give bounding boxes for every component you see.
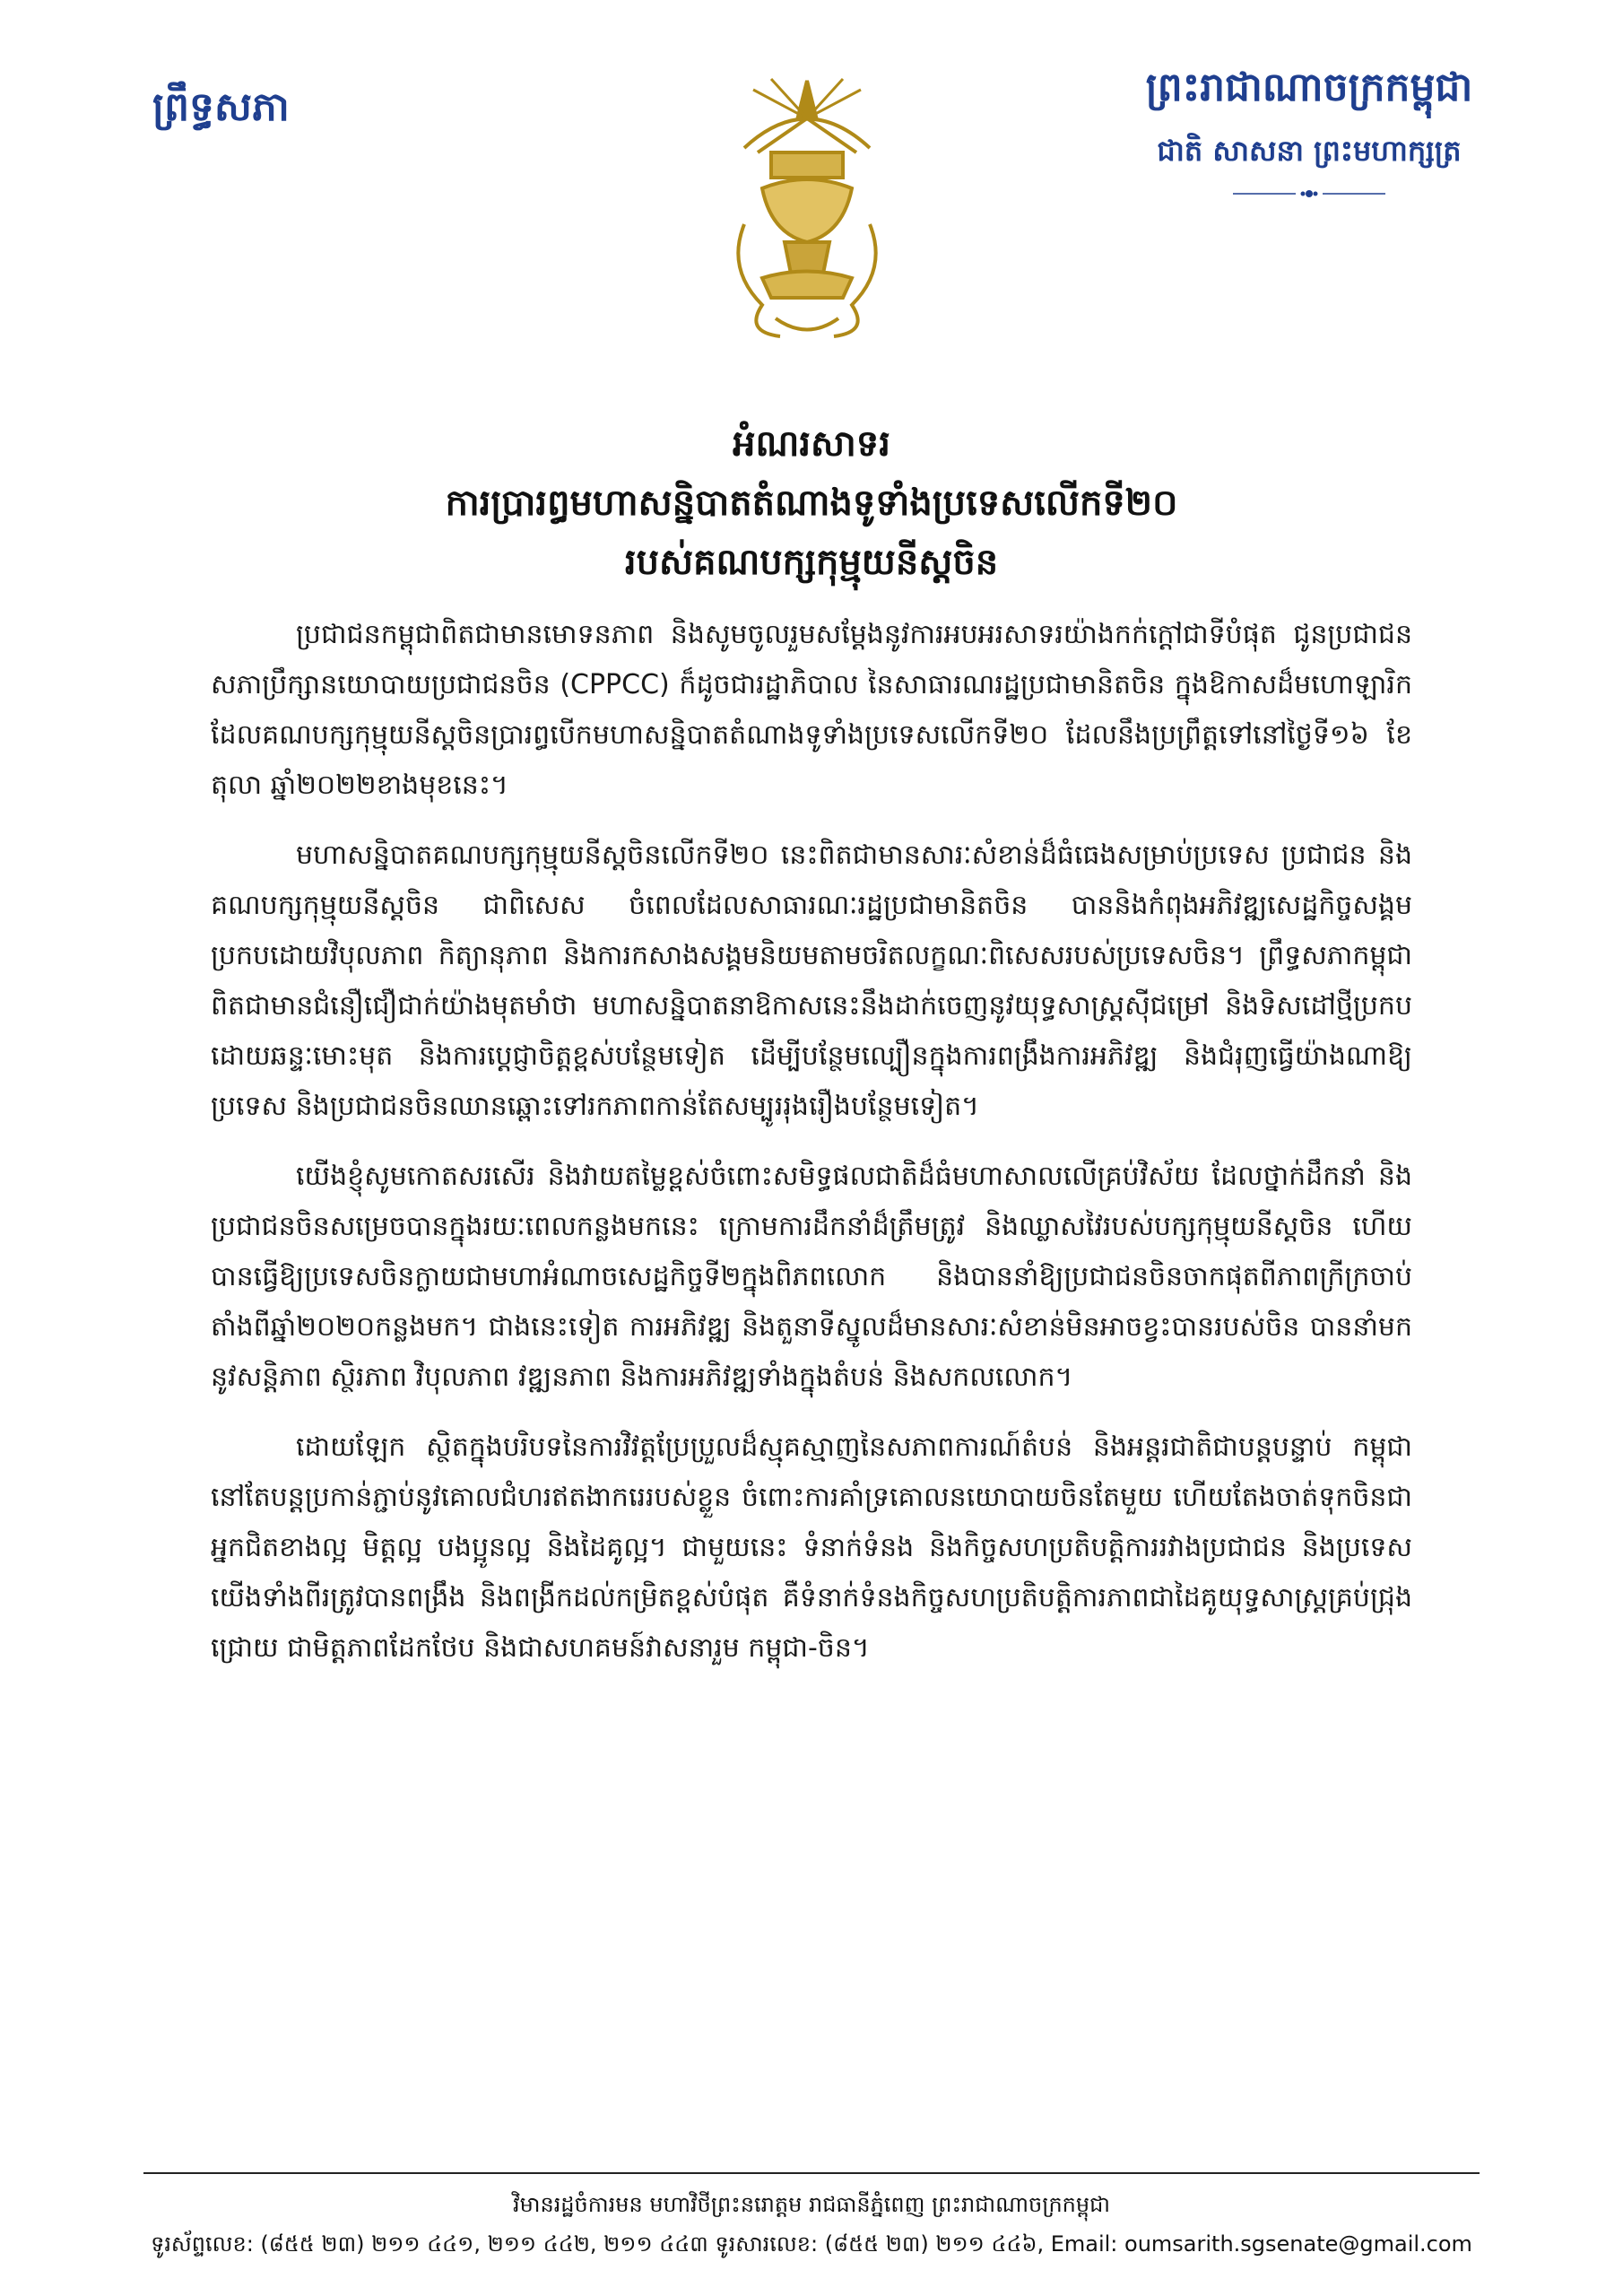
- letter-footer: [108, 2185, 1515, 2264]
- ornament-divider-icon: [1233, 187, 1385, 200]
- paragraph: យើងខ្ញុំសូមកោតសរសើរ និងវាយតម្លៃខ្ពស់ចំពោះសមិទ្ធផលជាតិដ៏ធំមហាសាលលើគ្រប់វិស័យ ដែលថ្នាក់ដឹកនាំ និងប្រជាជនចិនសម្រេចបានក្នុងរយៈពេលកន្លងមកនេះ ក្រោមការដឹកនាំដ៏ត្រឹមត្រូវ និងឈ្លាសវៃរបស់បក្សកុម្មុយនីស្តចិន ហើយបានធ្វើឱ្យប្រទេសចិនក្លាយជាមហាអំណាចសេដ្ឋកិច្ចទី២ក្នុងពិភពលោក និងបាននាំឱ្យប្រជាជនចិនចាកផុតពីភាពក្រីក្រចាប់តាំងពីឆ្នាំ២០២០កន្លងមក។ ជាងនេះទៀត ការអភិវឌ្ឍ និងតួនាទីស្នូលដ៏មានសារៈសំខាន់មិនអាចខ្វះបានរបស់ចិន បាននាំមកនូវសន្តិភាព ស្ថិរភាព វិបុលភាព វឌ្ឍនភាព និងការអភិវឌ្ឍទាំងក្នុងតំបន់ និងសកលលោក។: [211, 1161, 1412, 1393]
- letter-title: [179, 414, 1444, 592]
- paragraph: ដោយឡែក ស្ថិតក្នុងបរិបទនៃការវិវត្តប្រែប្រួលដ៏ស្មុគស្មាញនៃសភាពការណ៍តំបន់ និងអន្តរជាតិជាបន្តបន្ទាប់ កម្ពុជានៅតែបន្តប្រកាន់ភ្ជាប់នូវគោលជំហរឥតងាករេរបស់ខ្លួន ចំពោះការគាំទ្រគោលនយោបាយចិនតែមួយ ហើយតែងចាត់ទុកចិនជាអ្នកជិតខាងល្អ មិត្តល្អ បងប្អូនល្អ និងដៃគូល្អ។ ជាមួយនេះ ទំនាក់ទំនង និងកិច្ចសហប្រតិបត្តិការរវាងប្រជាជន និងប្រទេសយើងទាំងពីរត្រូវបានពង្រឹង និងពង្រីកដល់កម្រិតខ្ពស់បំផុត គឺទំនាក់ទំនងកិច្ចសហប្រតិបត្តិការភាពជាដៃគូយុទ្ធសាស្ត្រគ្រប់ជ្រុងជ្រោយ ជាមិត្តភាពដែកថែប និងជាសហគមន៍វាសនារួម កម្ពុជា-ចិន។: [211, 1431, 1412, 1664]
- senate-label: ព្រឹទ្ធសភា: [152, 84, 290, 130]
- national-motto: ជាតិ សាសនា ព្រះមហាក្សត្រ: [1157, 134, 1462, 168]
- paragraph: មហាសន្និបាតគណបក្សកុម្មុយនីស្តចិនលើកទី២០ នេះពិតជាមានសារៈសំខាន់ដ៏ធំធេងសម្រាប់ប្រទេស ប្រជាជន និងគណបក្សកុម្មុយនីស្តចិន ជាពិសេស ចំពេលដែលសាធារណៈរដ្ឋប្រជាមានិតចិន បាននិងកំពុងអភិវឌ្ឍសេដ្ឋកិច្ចសង្គមប្រកបដោយវិបុលភាព កិត្យានុភាព និងការកសាងសង្គមនិយមតាមចរិតលក្ខណៈពិសេសរបស់ប្រទេសចិន។ ព្រឹទ្ធសភាកម្ពុជា ពិតជាមានជំនឿជឿជាក់យ៉ាងមុតមាំថា មហាសន្និបាតនាឱកាសនេះនឹងដាក់ចេញនូវយុទ្ធសាស្ត្រស៊ីជម្រៅ និងទិសដៅថ្មីប្រកបដោយឆន្ទៈមោះមុត និងការប្តេជ្ញាចិត្តខ្ពស់បន្ថែមទៀត ដើម្បីបន្ថែមល្បឿនក្នុងការពង្រឹងការអភិវឌ្ឍ និងជំរុញធ្វើយ៉ាងណាឱ្យប្រទេស និងប្រជាជនចិនឈានឆ្ពោះទៅរកភាពកាន់តែសម្បូររុងរឿងបន្ថែមទៀត។: [211, 839, 1412, 1122]
- kingdom-header: [1076, 63, 1542, 200]
- title-line-2: ការប្រារព្ធមហាសន្និបាតតំណាងទូទាំងប្រទេសលើកទី២០: [445, 482, 1178, 524]
- footer-divider: [143, 2172, 1480, 2174]
- kingdom-name: ព្រះរាជាណាចក្រកម្ពុជា: [1145, 65, 1473, 110]
- footer-address: វិមានរដ្ឋចំការមន មហាវិថីព្រះនរោត្តម រាជធានីភ្នំពេញ ព្រះរាជាណាចក្រកម្ពុជា: [512, 2192, 1110, 2217]
- title-line-3: របស់គណបក្សកុម្មុយនីស្តចិន: [624, 541, 999, 583]
- letter-body: [211, 610, 1412, 1693]
- title-line-1: អំណរសាទរ: [733, 422, 890, 465]
- footer-contact: ទូរស័ព្ទលេខ: (៨៥៥ ២៣) ២១១ ៤៤១, ២១១ ៤៤២, ២១១ ៤៤៣ ទូរសារលេខ: (៨៥៥ ២៣) ២១១ ៤៤៦, Email: oumsarith.sgsenate@gmail.com: [151, 2231, 1472, 2257]
- paragraph: ប្រជាជនកម្ពុជាពិតជាមានមោទនភាព និងសូមចូលរួមសម្តែងនូវការអបអរសាទរយ៉ាងកក់ក្តៅជាទីបំផុត ជូនប្រជាជន សភាប្រឹក្សានយោបាយប្រជាជនចិន (CPPCC) ក៏ដូចជារដ្ឋាភិបាល នៃសាធារណរដ្ឋប្រជាមានិតចិន ក្នុងឱកាសដ៏មហោឡារិក ដែលគណបក្សកុម្មុយនីស្តចិនប្រារព្ធបើកមហាសន្និបាតតំណាងទូទាំងប្រទេសលើកទី២០ ដែលនឹងប្រព្រឹត្តទៅនៅថ្ងៃទី១៦ ខែតុលា ឆ្នាំ២០២២ខាងមុខនេះ។: [211, 619, 1412, 801]
- royal-emblem-icon: [708, 63, 906, 350]
